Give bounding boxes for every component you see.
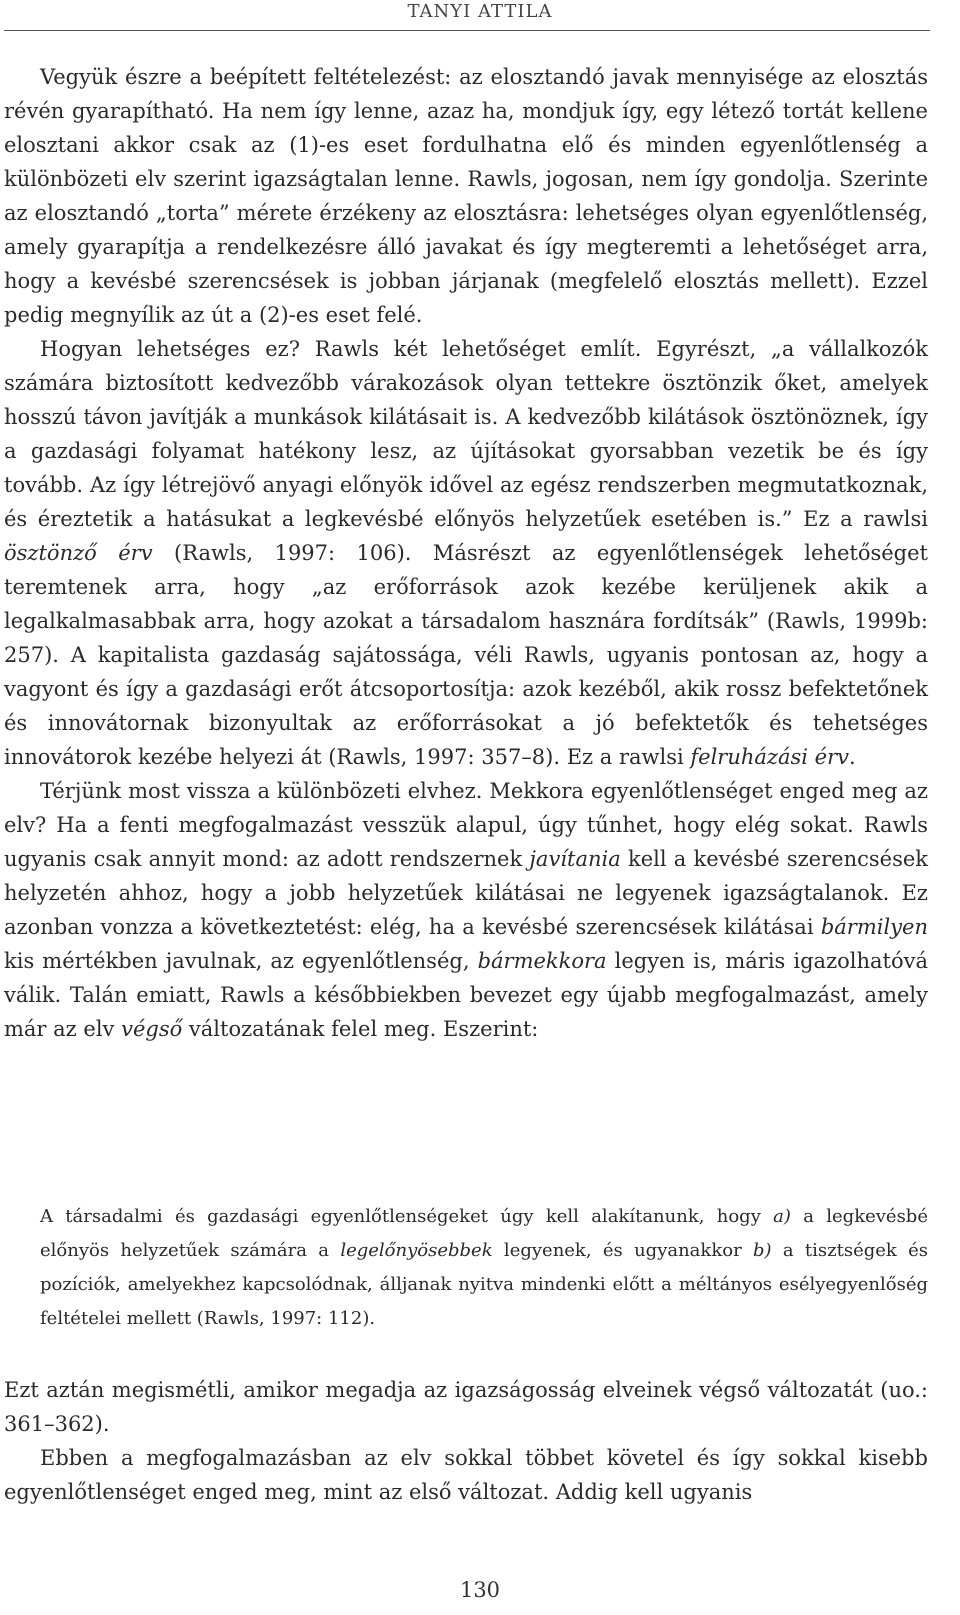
paragraph-3-text-d: legyen is, máris igazolhatóvá válik. Talán emiatt, Rawls a későbbiekben bevezet egy újabb megfogalmazást, amely már az elv [4,949,928,1041]
quote-italic-legeloenyosebbek: legelőnyösebbek [340,1240,493,1261]
main-text [4,60,928,1046]
paragraph-3-text-e: változatának felel meg. Eszerint: [182,1017,539,1041]
paragraph-2-text-c: . [849,745,856,769]
paragraph-2-text-b: (Rawls, 1997: 106). Másrészt az egyenlőtlenségek lehetőséget teremtenek arra, hogy „az erőforrások azok kezébe kerüljenek akik a legalkalmasabbak arra, hogy azokat a társadalom hasznára fordítsák” (Rawls, 1999b: 257). A kapitalista gazdaság sajátossága, véli Rawls, ugyanis pontosan az, hogy a vagyont és így a gazdasági erőt átcsoportosítja: azok kezéből, akik rossz befektetőnek és innovátornak bizonyultak az erőforrásokat a jó befektetők és tehetséges innovátorok kezébe helyezi át (Rawls, 1997: 357–8). Ez a rawlsi [4,541,928,769]
paragraph-3-italic-2: bármilyen [820,915,928,939]
paragraph-2-text-a: Hogyan lehetséges ez? Rawls két lehetőséget említ. Egyrészt, „a vállalkozók számára biztosított kedvezőbb várakozások olyan tettekre ösztönzik őket, amelyek hosszú távon javítják a munkások kilátásait is. A kedvezőbb kilátások ösztönöznek, így a gazdasági folyamat hatékony lesz, az újításokat gyorsabban vezetik be és így tovább. Az így létrejövő anyagi előnyök idővel az egész rendszerben megmutatkoznak, és éreztetik a hatásukat a legkevésbé előnyös helyzetűek esetében is.” Ez a rawlsi [4,337,928,531]
running-header [0,0,960,30]
paragraph-3-italic-4: végső [121,1017,183,1041]
page-number: 130 [459,1578,501,1602]
paragraph-1: Vegyük észre a beépített feltételezést: az elosztandó javak mennyisége az elosztás révén gyarapítható. Ha nem így lenne, azaz ha, mondjuk így, egy létező tortát kellene elosztani akkor csak az (1)-es eset fordulhatna elő és minden egyenlőtlenség a különbözeti elv szerint igazságtalan lenne. Rawls, jogosan, nem így gondolja. Szerinte az elosztandó „torta” mérete érzékeny az elosztásra: lehetséges olyan egyenlőtlenség, amely gyarapítja a rendelkezésre álló javakat és így megteremti a lehetőséget arra, hogy a kevésbé szerencsések is jobban járjanak (megfelelő elosztás mellett). Ezzel pedig megnyílik az út a (2)-es eset felé. [4,65,928,327]
paragraph-3-italic-1: javítania [529,847,621,871]
paragraph-5: Ebben a megfogalmazásban az elv sokkal többet követel és így sokkal kisebb egyenlőtlenséget enged meg, mint az első változat. Addig kell ugyanis [4,1446,928,1504]
quote-text-a: A társadalmi és gazdasági egyenlőtlenségeket úgy kell alakítanunk, hogy [40,1206,774,1227]
quote-italic-a: a) [773,1206,791,1227]
paragraph-4: Ezt aztán megismétli, amikor megadja az igazságosság elveinek végső változatát (uo.: 361–362). [4,1378,928,1436]
quote-italic-b: b) [752,1240,772,1261]
paragraph-2 [4,332,928,774]
block-quote [40,1200,928,1336]
paragraph-2-italic-term-1: ösztönző érv [4,541,153,565]
header-divider [4,30,930,31]
quote-text-d: a tisztségek és pozíciók, amelyekhez kapcsolódnak, álljanak nyitva mindenki előtt a méltányos esélyegyenlőség feltételei mellett (Rawls, 1997: 112). [40,1240,929,1329]
running-head-author: TANYI ATTILA [407,1,553,22]
paragraph-3-text-b: kell a kevésbé szerencsések helyzetén ahhoz, hogy a jobb helyzetűek kilátásai ne legyenek igazságtalanok. Ez azonban vonzza a következtetést: elég, ha a kevésbé szerencsések kilátásai [4,847,928,939]
paragraph-3-text-c: kis mértékben javulnak, az egyenlőtlenség, [4,949,478,973]
paragraph-3 [4,774,928,1046]
paragraph-2-italic-term-2: felruházási érv [690,745,849,769]
paragraph-3-text-a: Térjünk most vissza a különbözeti elvhez. Mekkora egyenlőtlenséget enged meg az elv? Ha a fenti megfogalmazást vesszük alapul, úgy tűnhet, hogy elég sokat. Rawls ugyanis csak annyit mond: az adott rendszernek [4,779,928,871]
quote-text-c: legyenek, és ugyanakkor [492,1240,753,1261]
quote-text-b: a legkevésbé előnyös helyzetűek számára a [40,1206,928,1261]
main-text-continued [4,1373,928,1509]
paragraph-3-italic-3: bármekkora [477,949,607,973]
